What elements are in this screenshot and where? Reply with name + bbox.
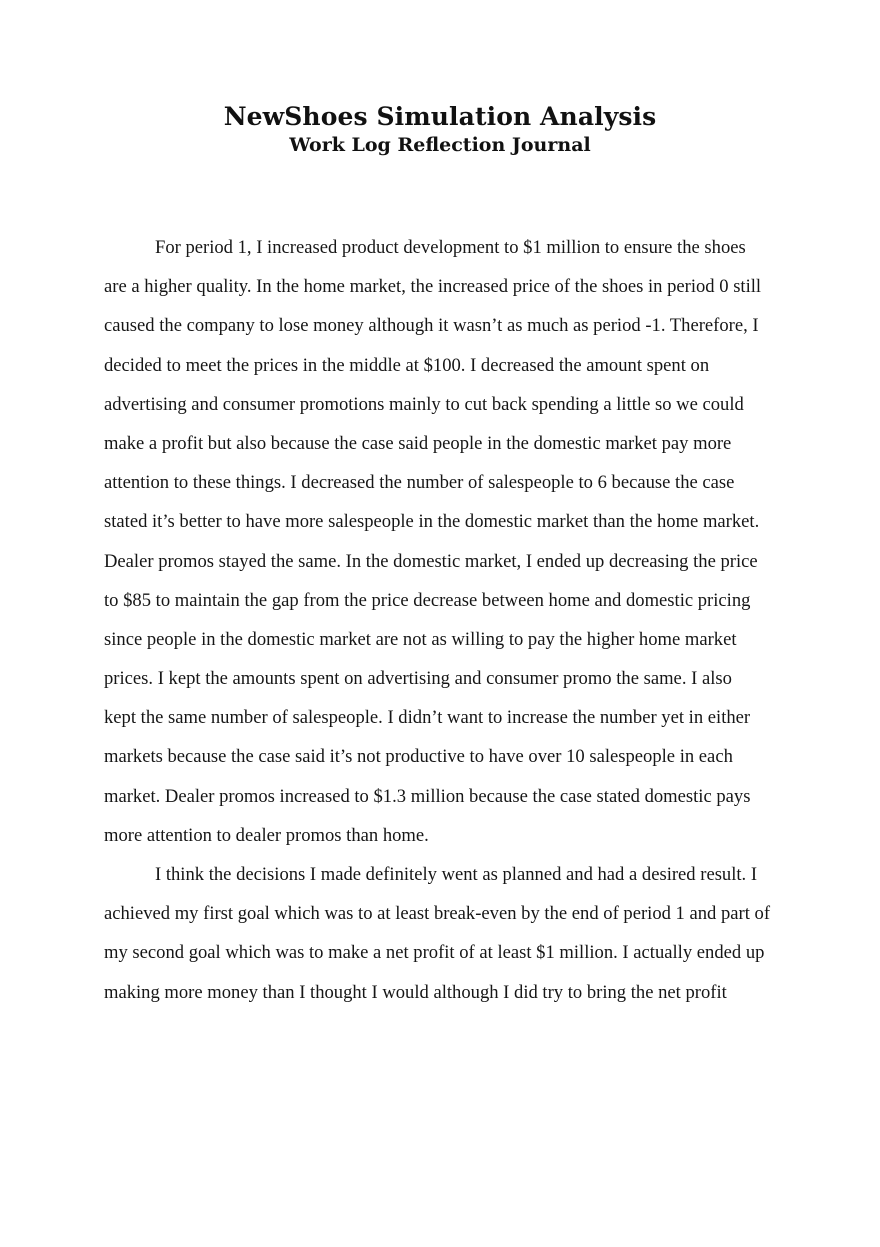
- paragraph-1: [104, 228, 784, 855]
- text-line: caused the company to lose money although it wasn’t as much as period -1. Therefore, I: [104, 315, 759, 337]
- text-line: since people in the domestic market are not as willing to pay the higher home market: [104, 628, 737, 650]
- text-line: Dealer promos stayed the same. In the domestic market, I ended up decreasing the price: [104, 550, 758, 572]
- text-line: prices. I kept the amounts spent on advertising and consumer promo the same. I also: [104, 668, 732, 690]
- text-line: achieved my first goal which was to at least break-even by the end of period 1 and part of: [104, 903, 771, 925]
- text-line: make a profit but also because the case said people in the domestic market pay more: [104, 432, 732, 454]
- text-line: stated it’s better to have more salespeople in the domestic market than the home market.: [104, 511, 760, 533]
- document-subtitle: Work Log Reflection Journal: [289, 134, 591, 156]
- text-line: to $85 to maintain the gap from the price decrease between home and domestic pricing: [104, 589, 751, 611]
- text-line: my second goal which was to make a net profit of at least $1 million. I actually ended up: [104, 942, 765, 964]
- text-line: market. Dealer promos increased to $1.3 million because the case stated domestic pays: [104, 785, 751, 807]
- text-line: more attention to dealer promos than home.: [104, 824, 429, 846]
- text-line: decided to meet the prices in the middle at $100. I decreased the amount spent on: [104, 354, 710, 376]
- paragraph-2: [104, 855, 784, 1012]
- text-line: are a higher quality. In the home market, the increased price of the shoes in period 0 still: [104, 276, 762, 298]
- text-line: kept the same number of salespeople. I didn’t want to increase the number yet in either: [104, 707, 751, 729]
- text-line: For period 1, I increased product development to $1 million to ensure the shoes: [155, 237, 746, 258]
- text-line: markets because the case said it’s not productive to have over 10 salespeople in each: [104, 746, 733, 768]
- text-line: I think the decisions I made definitely went as planned and had a desired result. I: [155, 864, 758, 885]
- document-body: [104, 228, 784, 1012]
- text-line: making more money than I thought I would although I did try to bring the net profit: [104, 981, 727, 1003]
- text-line: advertising and consumer promotions mainly to cut back spending a little so we could: [104, 393, 744, 415]
- text-line: attention to these things. I decreased the number of salespeople to 6 because the case: [104, 472, 735, 494]
- document-title: NewShoes Simulation Analysis: [223, 102, 657, 131]
